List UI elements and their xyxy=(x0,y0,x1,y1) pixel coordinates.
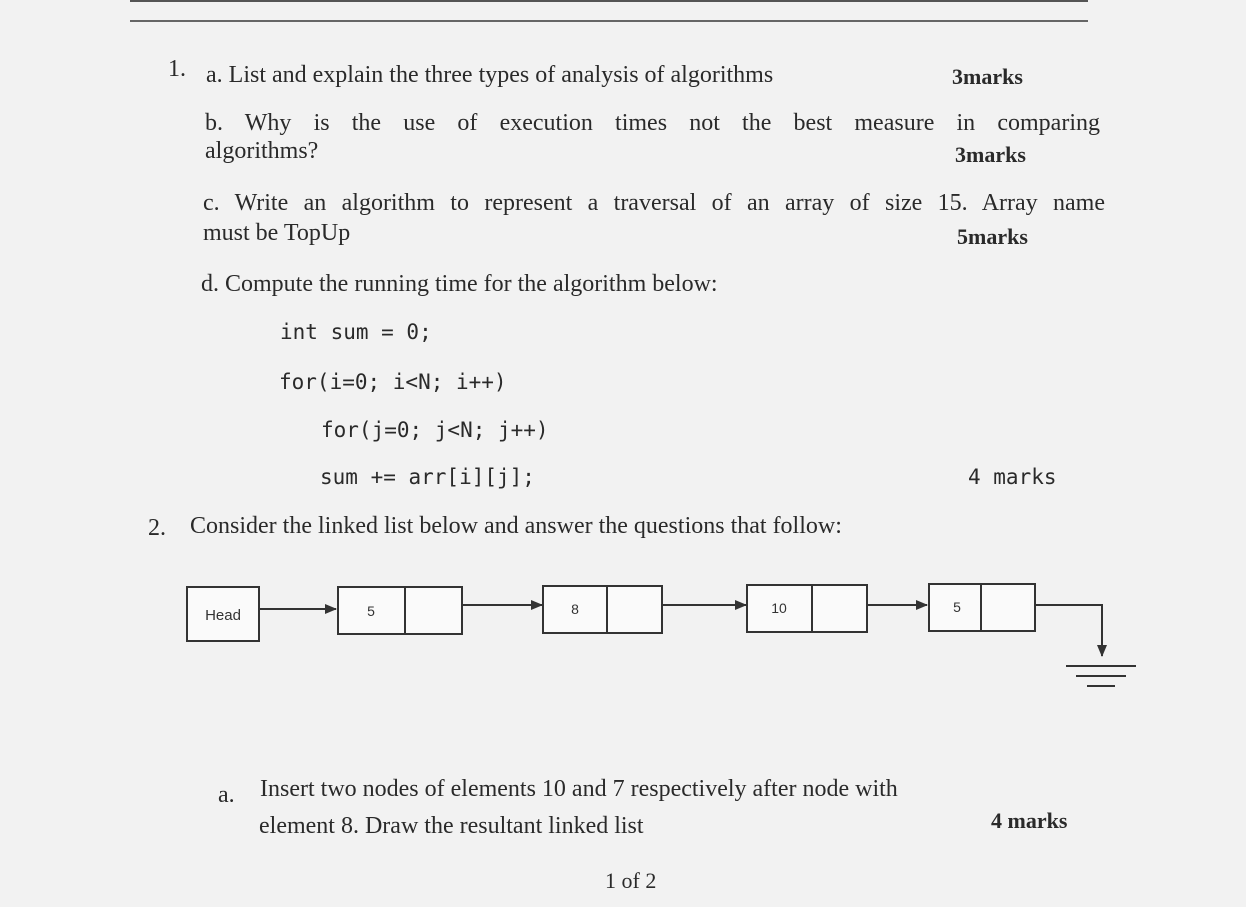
code-line-4: sum += arr[i][j]; xyxy=(320,465,535,489)
q1a-text: a. List and explain the three types of analysis of algorithms xyxy=(206,62,774,88)
code-line-1: int sum = 0; xyxy=(280,320,432,344)
node-value: 5 xyxy=(953,599,961,615)
page-number: 1 of 2 xyxy=(605,868,657,893)
null-ground-icon xyxy=(1066,666,1136,686)
code-line-2: for(i=0; i<N; i++) xyxy=(279,370,507,394)
q2a-letter: a. xyxy=(218,782,235,808)
q2a-line1: Insert two nodes of elements 10 and 7 respectively after node with xyxy=(260,776,898,802)
list-node xyxy=(543,586,662,633)
q1b-line2: algorithms? xyxy=(205,138,319,164)
node-value: 5 xyxy=(367,603,375,619)
q1b-marks: 3marks xyxy=(955,142,1026,167)
q1c-marks: 5marks xyxy=(957,224,1028,249)
q2a-line2: element 8. Draw the resultant linked list xyxy=(259,813,644,839)
q1b-line1: b. Why is the use of execution times not the best measure in comparing xyxy=(205,110,1100,136)
node-next-cell xyxy=(812,585,867,632)
q2-number: 2. xyxy=(148,515,166,541)
q1-number: 1. xyxy=(168,56,186,82)
list-node xyxy=(929,584,1035,631)
node-next-cell xyxy=(981,584,1035,631)
code-line-3: for(j=0; j<N; j++) xyxy=(321,418,549,442)
q2-text: Consider the linked list below and answer the questions that follow: xyxy=(190,513,842,539)
q1c-line2: must be TopUp xyxy=(203,220,351,246)
node-next-cell xyxy=(405,587,462,634)
head-label: Head xyxy=(205,607,241,624)
q1d-marks: 4 marks xyxy=(968,465,1057,489)
list-node xyxy=(747,585,867,632)
node-next-cell xyxy=(607,586,662,633)
null-pointer-arrow xyxy=(1035,605,1102,656)
node-value: 8 xyxy=(571,601,579,617)
q2a-marks: 4 marks xyxy=(991,808,1068,833)
q1c-line1: c. Write an algorithm to represent a traversal of an array of size 15. Array name xyxy=(203,190,1105,216)
q1d-text: d. Compute the running time for the algorithm below: xyxy=(201,271,718,297)
node-value: 10 xyxy=(771,600,787,616)
q1a-marks: 3marks xyxy=(952,64,1023,89)
list-node xyxy=(338,587,462,634)
